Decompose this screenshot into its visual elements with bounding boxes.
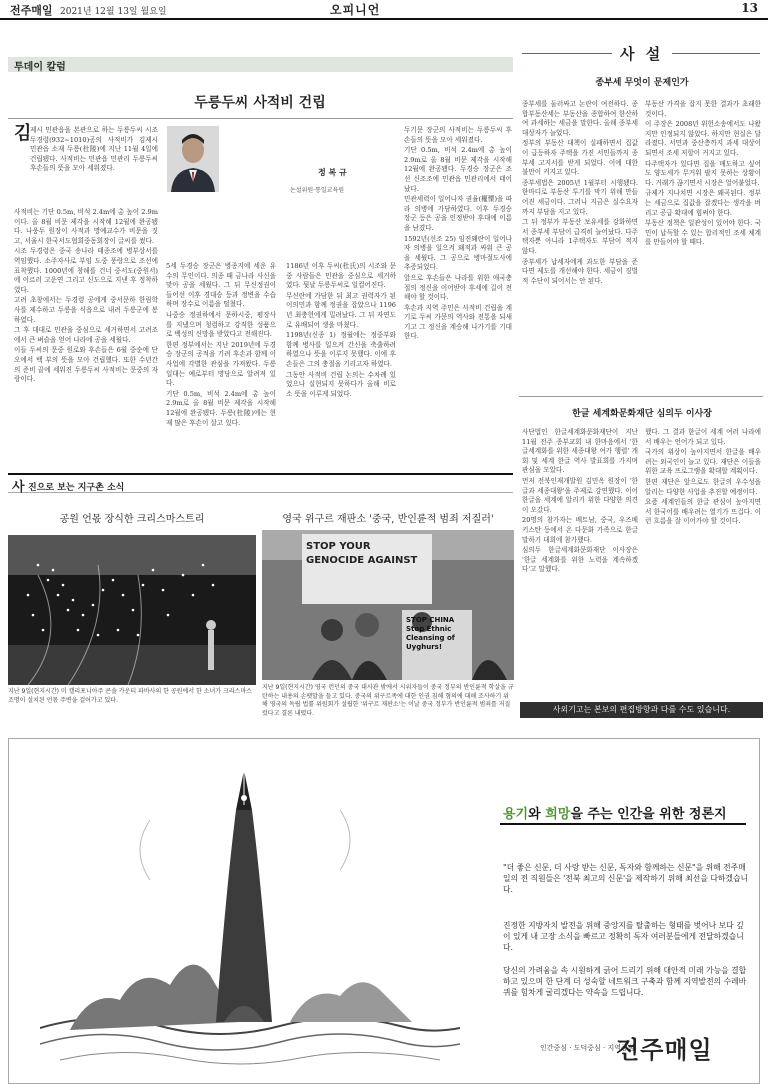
section-title: 오피니언 [330,3,381,17]
editorial-title: 사 설 [620,45,664,63]
ad-paragraph-1: "더 좋은 신문, 더 사랑 받는 신문, 독자와 함께하는 신문"을 위해 전주매일의 전 직원들은 '전북 최고의 신문'을 제작하기 위해 최선을 다하겠습니다. [503,863,749,894]
paragraph: 먼저 전북인재개발원 김민옥 원장이 '한글과 세종대왕'을 주제로 강연했다. 이어 한글을 세계에 알리기 위한 다양한 의견이 오갔다. [522,476,638,514]
disclaimer-bar [520,702,763,718]
protest-sign-text: STOP YOUR GENOCIDE AGAINST [306,541,418,566]
paragraph: 1186년 이후 두씨(杜氏)의 시조와 문중 사람들은 민관을 중심으로 세거하였다. 뒷날 두릉두씨로 일컬어진다. [286,262,396,290]
uyghur-protest-photo [262,530,514,680]
ad-headline [503,803,727,822]
column-text-3 [166,262,276,468]
paragraph: 무신란에 가담한 뒤 최고 권력자가 된 이의민과 함께 정권을 잡았으나 1196년 최충헌에게 밀려났다. 그 뒤 자연도로 유배되어 생을 마쳤다. [286,291,396,329]
editorial-headline: 종부세 무엇이 문제인가 [595,78,689,88]
column-text-5 [404,126,512,468]
photo-news-header [8,473,513,493]
photo2-caption: 지난 9일(현지시간) 영국 런던의 중국 대사관 밖에서 시위자들이 중국 정부의 반인륜적 학살을 규탄하는 내용의 손팻말을 들고 있다. 중국의 위구르족에 대한 인권 침해 혐의에 대해 조사하기 위해 영국의 독립 법률 위원회가 설립한 '위구르 재판소'는 이날 중국 정부가 반인륜적 범죄를 저질렀다고 결론 내렸다. [262,684,514,717]
paragraph: 후손과 지역 주민은 사적비 건립을 계기로 두씨 가문의 역사와 전통을 되새기고 그 정신을 계승해 나가기를 기대한다. [404,303,512,341]
contribution-headline: 한글 세계화문화재단 심의두 이사장 [572,409,712,419]
paragraph: 종부세를 둘러싸고 논란이 여전하다. 종합부동산세는 부동산을 종합하여 한산하여 과세하는 세금을 말한다. 올해 종부세 대상자가 늘었다. [522,100,638,137]
paragraph: 부동산 정책은 일관성이 있어야 한다. 국민이 납득할 수 있는 합리적인 조세 체계를 만들어야 할 때다. [645,219,761,247]
ad-tagline: 인간중심 · 도덕중심 · 지역중심 [540,1044,635,1052]
paragraph: 정부의 부동산 대책이 실패하면서 집값이 급등하자 주택을 가진 서민들까지 종부세 고지서를 받게 되었다. 이에 대한 불만이 커지고 있다. [522,139,638,177]
author-photo [167,126,219,192]
photo1-title: 공원 언몫 장식한 크리스마스트리 [59,514,205,525]
divider [522,53,612,54]
paragraph: 규제가 지나치면 시장은 왜곡된다. 정부는 세금으로 집값을 잡겠다는 생각을 버리고 공급 확대에 힘써야 한다. [645,189,761,217]
drop-cap: 김 [14,123,32,144]
photo1-caption: 지난 9일(현지시간) 미 캘리포니아주 콘솔 카운티 파바사의 한 공원에서 한 소녀가 크리스마스 조명이 설치된 언몫 주변을 걸어가고 있다. [8,688,252,704]
editorial-text-a [522,100,638,390]
paragraph: 이들 두씨의 문중 원로와 후손들은 6월 중순에 단오에서 백 부의 뜻을 모아 건립했다. 또한 수년간의 준비 끝에 세워진 두릉두씨 사적비는 문중의 자랑이다. [14,346,158,384]
paragraph: 제시 민관읍을 본관으로 하는 두릉두씨 시조 두경령(932~1010)공의 사적비가 김제시 민관읍 소재 두릉(杜陵)에 지난 11월 4일에 건립됐다. 사적비는 민관읍 민관리 두릉두씨 후손들의 뜻을 모아 세워졌다. [30,126,158,173]
portrait-image [167,126,219,192]
paragraph: 이 주장은 2008년 위헌소송에서도 나왔지만 인정되지 않았다. 하지만 현실은 달라졌다. 서민과 중산층까지 과세 대상이 되면서 조세 저항이 커지고 있다. [645,120,761,157]
author-role: 논설위원·통일교육원 [290,187,345,194]
ad-paragraph-2: 진정한 지방자치 발전을 위해 중앙지를 탈출하는 형태를 벗어나 보다 깊이 있게 내 고장 소식을 빠르고 정확히 독자 여러분들에게 전달하겠습니다. [503,921,744,952]
paragraph: 1592년(선조 25) 임진왜란이 일어나자 의병을 일으켜 왜적과 싸워 큰 공을 세웠다. 그 공으로 병마절도사에 추증되었다. [404,234,512,272]
ad-paragraph-3: 당신의 가려움을 속 시원하게 긁어 드리기 위해 대안적 미래 가능을 결합하고 있으며 한 단계 더 성숙할 네트워크 구축과 함께 지역발전의 수레바퀴를 힘차게 굴리겠다는 약속을 드립니다. [503,966,747,997]
paragraph: 다주택자가 있다면 집을 매도하고 싶어도 양도세가 무거워 팔지 못하는 상황이다. 거래가 끊기면서 시장은 얼어붙었다. [645,159,761,187]
divider [519,396,763,397]
paragraph: 부동산 가격을 잡지 못한 결과가 초래한 것이다. [645,100,761,118]
paragraph: 했다. 그 결과 한글이 세계 여러 나라에서 배우는 언어가 되고 있다. [645,428,761,446]
issue-date: 2021년 12월 13일 월요일 [60,7,167,17]
masthead-brand: 전주매일 [10,4,53,17]
pen-illustration [40,760,460,1080]
page-number: 13 [741,1,758,15]
author-name: 정 복 규 [318,168,347,177]
divider [500,823,746,825]
paragraph: 한편 재단은 앞으로도 한글의 우수성을 알리는 다양한 사업을 추진할 예정이다. [645,477,761,496]
paragraph: 시조 두경령은 중국 송나라 태종조에 병부상서를 역임했다. 소주자사로 부임 도중 풍랑으로 조선에 표착했다. 1000년에 창해를 건너 중서도(중원서)에 이르러 고운연 그리고 신도으로 지낸 후 정착하였다. [14,247,158,294]
paragraph: 심의두 한글세계화문화재단 이사장은 '한글 세계화를 위한 노력을 계속하겠다'고 말했다. [522,546,638,574]
paragraph: 20명의 참가자는 베트남, 중국, 우즈베키스탄 등에서 온 다문화 가족으로 한글 말하기 대회에 참가했다. [522,516,638,544]
column-label: 투데이 칼럼 [14,62,66,73]
divider [672,53,760,54]
page-header [0,0,768,20]
christmas-tree-photo [8,535,256,685]
paragraph: 종부세가 납세자에게 과도한 부담을 준다면 제도를 개선해야 한다. 세금이 징벌적 수단이 되어서는 안 된다. [522,257,638,285]
photo-news-label: 진으로 보는 지구촌 소식 [28,483,125,493]
paragraph: 기단 0.5m, 비석 2.4m에 총 높이 2.9m로 올 8월 비문 제각을 시작해 12월에 완공됐다. 두경승 장군은 조선 신조조에 민관읍 민관리에서 태어났다. [404,146,512,193]
ad-brand-logo: 전주매일 [616,1036,713,1064]
paragraph: 두기문 장군의 사적비는 두릉두씨 후손들의 뜻을 모아 세워졌다. [404,126,512,144]
paragraph: 국가의 위상이 높아지면서 한글을 배우려는 외국인이 늘고 있다. 재단은 이들을 위한 교육 프로그램을 확대할 계획이다. [645,448,761,476]
ad-headline-hope: 희망 [545,807,571,822]
editorial-text-b [645,100,761,390]
ad-headline-rest: 을 주는 인간을 위한 정론지 [570,807,727,822]
paragraph: 그 뒤 정부가 부동산 보유세를 강화하면서 종부세 부담이 급격히 늘어났다. 다주택자뿐 아니라 1주택자도 부담이 적지 않다. [522,218,638,255]
column-title: 두릉두씨 사적비 건립 [194,95,326,111]
paragraph: 한편 정부에서는 지난 2019년에 두경승 장군의 공적을 기려 후손과 함께 이 사업에 각별한 관심을 가져왔다. 두릉 일대는 예로부터 명당으로 알려져 있다. [166,340,276,388]
paragraph: 그 후 대대로 민관을 중심으로 세거하면서 고려조에서 큰 벼슬을 얻어 나라에 공을 세웠다. [14,326,158,344]
column-text-1a [30,126,158,208]
contribution-text-b [645,428,761,696]
spacer [222,126,234,127]
ad-headline-courage: 용기 [503,807,529,822]
photo-news-label-initial: 사 [12,480,25,495]
paragraph: 사단법인 한글세계화문화재단이 지난 11월 전주 종부교회 내 한마음에서 '한글세계화를 위한 세종대왕 여가 행렬' 개회 및 세계 한글 역사 발표회를 가지며 관심을 모았다. [522,428,638,475]
column-text-1b [14,208,158,468]
paragraph: 사적비는 기단 0.5m, 비석 2.4m에 총 높이 2.9m이다. 올 8월 비문 제각을 시작해 12월에 완공됐다. 나웅두 원장이 사적과 명예교수가 비문을 짓고, 서울시 한국서도협회중동회장이 글씨를 썼다. [14,208,158,245]
column-label-bar [8,57,513,72]
ad-headline-and: 와 [528,807,546,822]
paragraph: 요즘 세계인들의 한글 관심이 높아지면서 한국어를 배우려는 열기가 뜨겁다. 이런 흐름을 잘 이어가야 할 것이다. [645,498,761,526]
paragraph: 고려 초창에서는 두경령 공에게 중서문하 한림학사를 제수하고 두릉을 식읍으로 내려 두릉군에 봉하였다. [14,296,158,324]
paragraph: 1198년(신종 1) 정월에는 정중부와 함께 병사를 일으켜 간신을 축출하려 하였으나 뜻을 이루지 못했다. 이에 후손들은 그의 충절을 기리고자 하였다. [286,331,396,368]
paragraph: 민관세력이 일어나자 권율(權慄)을 따라 의병에 가담하였다. 이후 두경승 장군 등은 공을 인정받아 후대에 이름을 남겼다. [404,195,512,232]
paragraph: 나중승 정권하에서 문하시중, 평장사를 지냈으며 청렴하고 강직한 성품으로 백성의 신망을 받았다고 전해진다. [166,310,276,339]
paragraph: 종부세법은 2005년 1월부터 시행됐다. 한마디로 부동산 투기를 막기 위해 만들어진 세금이다. 그러나 지금은 실수요자까지 부담을 지고 있다. [522,178,638,216]
paragraph: 5세 두경승 장군은 병종지에 세운 유수의 무인이다. 의종 때 금나라 사신을 맞아 공을 세웠다. 그 뒤 무신정권이 들어선 이후 경대승 등과 정변을 수습하며 장수로 이름을 떨쳤다. [166,262,276,309]
paragraph: 기단 0.5m, 비석 2.4m에 총 높이 2.9m로 올 8월 비문 제각을 시작해 12월에 완공됐다. 두릉(杜陵)에는 현재 많은 후손이 살고 있다. [166,389,276,427]
protest-sign2-text: STOP CHINA Stop Ethnic Cleansing of Uyghurs! [406,616,455,651]
disclaimer-text: 사외기고는 본보의 편집방향과 다를 수도 있습니다. [552,705,731,714]
paragraph: 그동안 사적비 건립 논의는 수차례 있었으나 실현되지 못하다가 올해 비로소 뜻을 이루게 되었다. [286,370,396,398]
column-text-4 [286,262,396,468]
paragraph: 앞으로 후손들은 나라를 위한 애국충절의 정신을 이어받아 후세에 길이 전해야 할 것이다. [404,273,512,302]
divider [8,118,513,119]
contribution-text-a [522,428,638,696]
photo2-title: 영국 위구르 재판소 '중국, 반인륜적 범죄 저질러' [282,514,494,525]
